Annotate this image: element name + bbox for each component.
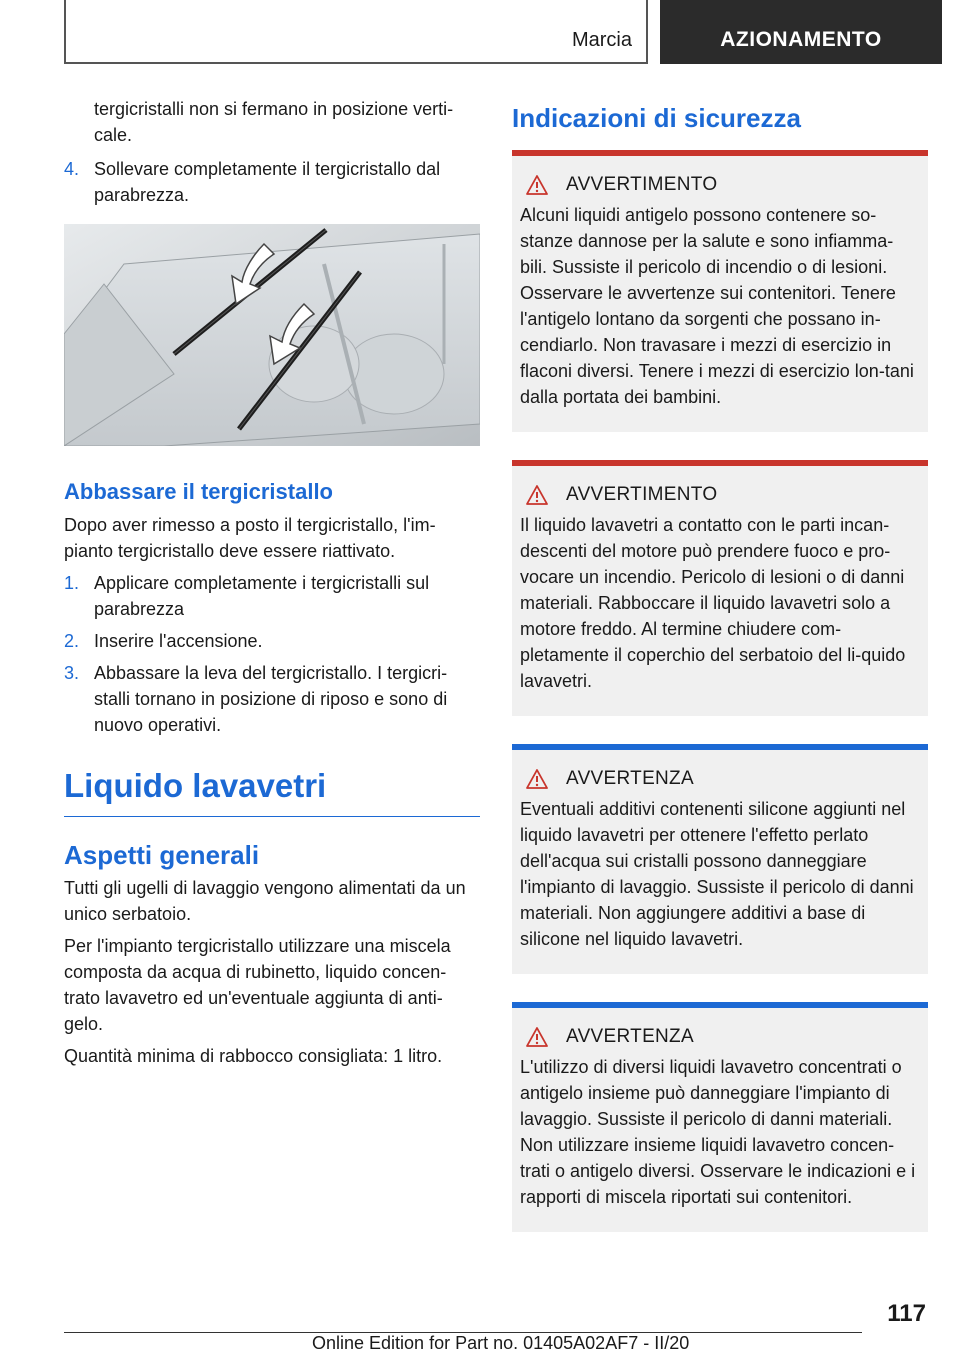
list-item	[64, 628, 480, 654]
list-text: Inserire l'accensione.	[94, 631, 263, 651]
list-text: Abbassare la leva del tergicristallo. I tergicri-stalli tornano in posizione di riposo e sono di nuovo operativi.	[94, 663, 448, 735]
warning-header	[520, 174, 920, 196]
warning-header	[520, 484, 920, 506]
list-item	[64, 570, 480, 622]
header-frame	[64, 0, 648, 64]
lower-heading: Abbassare il tergicristallo	[64, 479, 333, 504]
list-number: 4.	[64, 159, 80, 179]
right-column	[512, 96, 928, 1232]
warning-triangle-icon	[526, 769, 548, 789]
page-number: 117	[887, 1300, 926, 1327]
warning-label: AVVERTIMENTO	[566, 174, 718, 195]
notice-label: AVVERTENZA	[566, 768, 694, 789]
continued-text: tergicristalli non si fermano in posizione verti-cale.	[94, 99, 454, 145]
paragraph: Per l'impianto tergicristallo utilizzare una miscela composta da acqua di rubinetto, liquido concen-trato lavavetro ed un'eventuale aggiunta di anti-gelo.	[64, 936, 451, 1034]
edition-text: Online Edition for Part no. 01405A02AF7 - II/20	[312, 1333, 690, 1353]
warning-triangle-icon	[526, 1027, 548, 1047]
notice-header	[520, 768, 920, 790]
paragraph: Quantità minima di rabbocco consigliata: 1 litro.	[64, 1046, 443, 1066]
notice-header	[520, 1026, 920, 1048]
notice-box	[512, 744, 928, 974]
subsection-title: Aspetti generali	[64, 840, 260, 870]
list-text: Applicare completamente i tergicristalli sul parabrezza	[94, 573, 430, 619]
list-number: 1.	[64, 573, 80, 593]
section-tab: AZIONAMENTO	[660, 0, 942, 64]
notice-box	[512, 1002, 928, 1232]
wiper-illustration	[64, 224, 480, 446]
warning-triangle-icon	[526, 175, 548, 195]
warning-box	[512, 150, 928, 432]
notice-text: Eventuali additivi contenenti silicone aggiunti nel liquido lavavetri per ottenere l'effetto perlato dell'acqua sui cristalli possono danneggiare l'impianto di lavaggio. Sussiste il pericolo di danni materiali. Non aggiungere additivi a base di silicone nel liquido lavavetri.	[520, 799, 914, 949]
left-column	[64, 96, 480, 1069]
chapter-label: Marcia	[571, 29, 632, 51]
paragraph: Tutti gli ugelli di lavaggio vengono alimentati da un unico serbatoio.	[64, 878, 466, 924]
list-item	[64, 660, 480, 738]
lower-intro: Dopo aver rimesso a posto il tergicristallo, l'im-pianto tergicristallo deve essere riattivato.	[64, 515, 436, 561]
list-number: 3.	[64, 663, 80, 683]
warning-triangle-icon	[526, 485, 548, 505]
warning-text: Alcuni liquidi antigelo possono contenere so-stanze dannose per la salute e sono infiamma-bili. Sussiste il pericolo di incendio o di lesioni. Osservare le avvertenze sui contenitori. Tenere l'antigelo lontano da sorgenti che possano in-cendiarlo. Non travasare i mezzi di esercizio in flaconi diversi. Tenere i mezzi di esercizio lon-tani dalla portata dei bambini.	[520, 205, 914, 407]
warning-label: AVVERTIMENTO	[566, 484, 718, 505]
notice-label: AVVERTENZA	[566, 1026, 694, 1047]
notice-text: L'utilizzo di diversi liquidi lavavetro concentrati o antigelo insieme può danneggiare l'impianto di lavaggio. Sussiste il pericolo di danni materiali. Non utilizzare insieme liquidi lavavetro concen-trati o antigelo diversi. Osservare le indicazioni e i rapporti di miscela riportati sui contenitori.	[520, 1057, 916, 1207]
list-item	[64, 156, 480, 208]
section-title: Liquido lavavetri	[64, 766, 480, 817]
list-text: Sollevare completamente il tergicristallo dal parabrezza.	[94, 159, 441, 205]
warning-text: Il liquido lavavetri a contatto con le parti incan-descenti del motore può prendere fuoco e pro-vocare un incendio. Pericolo di lesioni o di danni materiali. Rabboccare il liquido lavavetri solo a motore freddo. Al termine chiudere com-pletamente il coperchio del serbatoio del li-quido lavavetri.	[520, 515, 906, 691]
safety-title: Indicazioni di sicurezza	[512, 103, 801, 133]
warning-box	[512, 460, 928, 716]
wiper-image	[64, 224, 480, 446]
list-number: 2.	[64, 631, 80, 651]
